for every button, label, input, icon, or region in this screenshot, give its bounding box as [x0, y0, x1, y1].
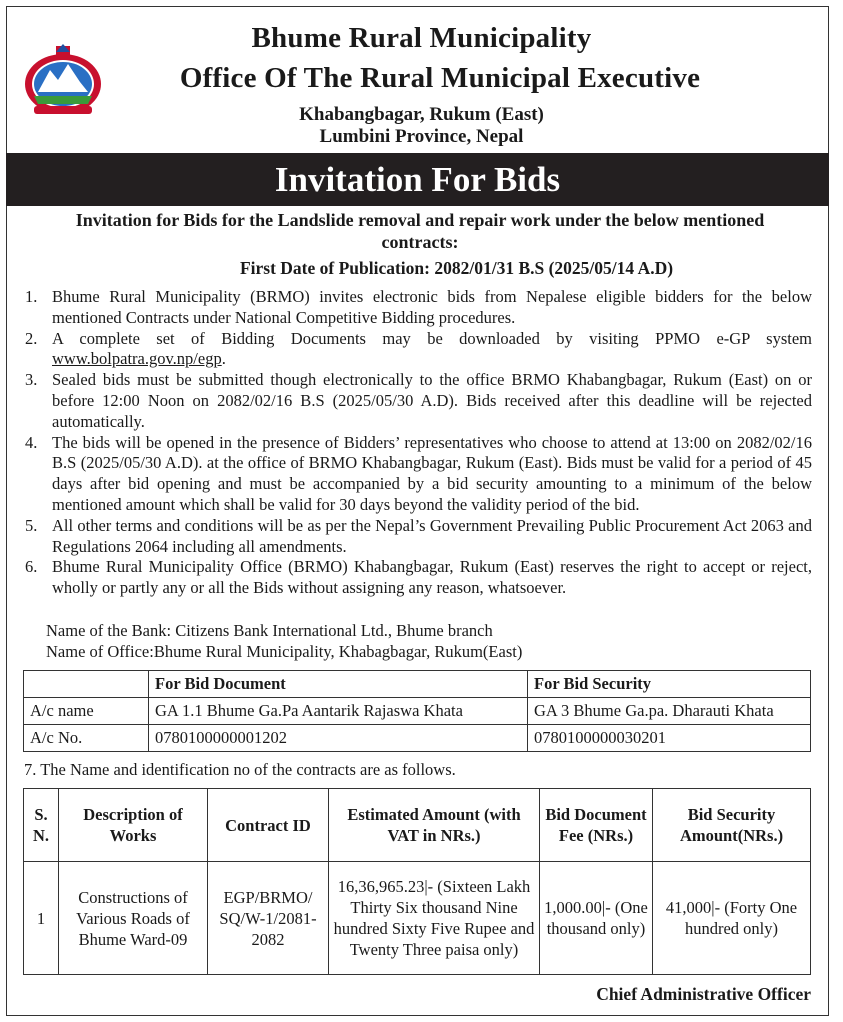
list-item [20, 516, 812, 558]
terms-list [20, 287, 812, 599]
table-header-row [24, 789, 811, 862]
table-cell: 41,000|- (Forty One hundred only) [653, 862, 811, 975]
office-name: Name of Office:Bhume Rural Municipality, Khabagbagar, Rukum(East) [46, 642, 523, 661]
address-line-1: Khabangbagar, Rukum (East) [299, 104, 544, 125]
item-number: 2. [25, 328, 38, 348]
item-number: 1. [25, 287, 38, 306]
address-line-2: Lumbini Province, Nepal [319, 126, 524, 147]
table-row [24, 725, 811, 752]
table-header: Contract ID [208, 789, 329, 862]
bolpatra-link[interactable]: www.bolpatra.gov.np/egp [52, 349, 222, 369]
table-cell: 1,000.00|- (One thousand only) [540, 862, 653, 975]
item-text: Bhume Rural Municipality Office (BRMO) Khabangbagar, Rukum (East) reserves the right to accept or reject, wholly or partly any or all the Bids without assigning any reason, whatsoever. [52, 557, 812, 598]
table-cell: GA 1.1 Bhume Ga.Pa Aantarik Rajaswa Khata [149, 698, 528, 725]
item-text: All other terms and conditions will be as per the Nepal’s Government Prevailing Public Procurement Act 2063 and Regulations 2064 including all amendments. [52, 515, 812, 556]
item-number: 6. [25, 557, 38, 577]
list-item: 2. A complete set of Bidding Documents may be downloaded by visiting PPMO e-GP system www.bolpatra.gov.np/egp. [25, 328, 812, 369]
invitation-banner: Invitation For Bids [6, 153, 829, 206]
table-cell: A/c name [24, 698, 149, 725]
table-cell: GA 3 Bhume Ga.pa. Dharauti Khata [528, 698, 811, 725]
list-item [20, 287, 812, 329]
item-7-text: 7. The Name and identification no of the contracts are as follows. [24, 760, 456, 779]
table-cell: EGP/BRMO/ SQ/W-1/2081-2082 [208, 862, 329, 975]
subtitle: Invitation for Bids for the Landslide removal and repair work under the below mentioned contracts: [75, 210, 765, 252]
publication-date: First Date of Publication: 2082/01/31 B.S (2025/05/14 A.D) [239, 258, 674, 278]
list-item [20, 370, 812, 432]
table-cell: 0780100000001202 [149, 725, 528, 752]
table-header-row [24, 671, 811, 698]
table-header: Description of Works [59, 789, 208, 862]
table-row [24, 698, 811, 725]
table-cell: 1 [24, 862, 59, 975]
contracts-table [23, 788, 811, 975]
table-header: For Bid Security [528, 671, 811, 698]
signature-title: Chief Administrative Officer [596, 984, 811, 1004]
table-header [24, 671, 149, 698]
office-title: Office Of The Rural Municipal Executive [179, 62, 701, 94]
table-header: Bid Document Fee (NRs.) [540, 789, 653, 862]
item-text: A complete set of Bidding Documents may be downloaded by visiting PPMO e-GP system [52, 328, 812, 348]
item-text: Bhume Rural Municipality (BRMO) invites electronic bids from Nepalese eligible bidders for the below mentioned Contracts under National Competitive Bidding procedures. [52, 287, 812, 327]
table-header: For Bid Document [149, 671, 528, 698]
item-number: 5. [25, 515, 38, 535]
item-number: 4. [25, 432, 38, 452]
list-item [20, 557, 812, 599]
item-text: Sealed bids must be submitted though electronically to the office BRMO Khabangbagar, Rukum (East) on or before 12:00 Noon on 2082/02/16 B.S (2025/05/30 A.D). Bids received after this deadline will be rejected automatically. [52, 370, 812, 431]
table-header: Bid Security Amount(NRs.) [653, 789, 811, 862]
table-cell: 0780100000030201 [528, 725, 811, 752]
table-cell: 16,36,965.23|- (Sixteen Lakh Thirty Six thousand Nine hundred Sixty Five Rupee and Twenty Three paisa only) [329, 862, 540, 975]
item-number: 3. [25, 370, 38, 390]
table-header: S. N. [24, 789, 59, 862]
account-table [23, 670, 811, 752]
table-header: Estimated Amount (with VAT in NRs.) [329, 789, 540, 862]
list-item [20, 433, 812, 516]
table-row [24, 862, 811, 975]
table-cell: A/c No. [24, 725, 149, 752]
item-text: The bids will be opened in the presence of Bidders’ representatives who choose to attend at 13:00 on 2082/02/16 B.S (2025/05/30 A.D). at the office of BRMO Khabangbagar, Rukum (East). Bids must be valid for a period of 45 days after bid opening and must be accompanied by a bid security amounting to a minimum of the below mentioned amount which shall be valid for 30 days beyond the validity period of the bid. [52, 432, 812, 514]
municipality-title: Bhume Rural Municipality [251, 22, 592, 54]
bank-name: Name of the Bank: Citizens Bank International Ltd., Bhume branch [46, 621, 493, 640]
table-cell: Constructions of Various Roads of Bhume Ward-09 [59, 862, 208, 975]
